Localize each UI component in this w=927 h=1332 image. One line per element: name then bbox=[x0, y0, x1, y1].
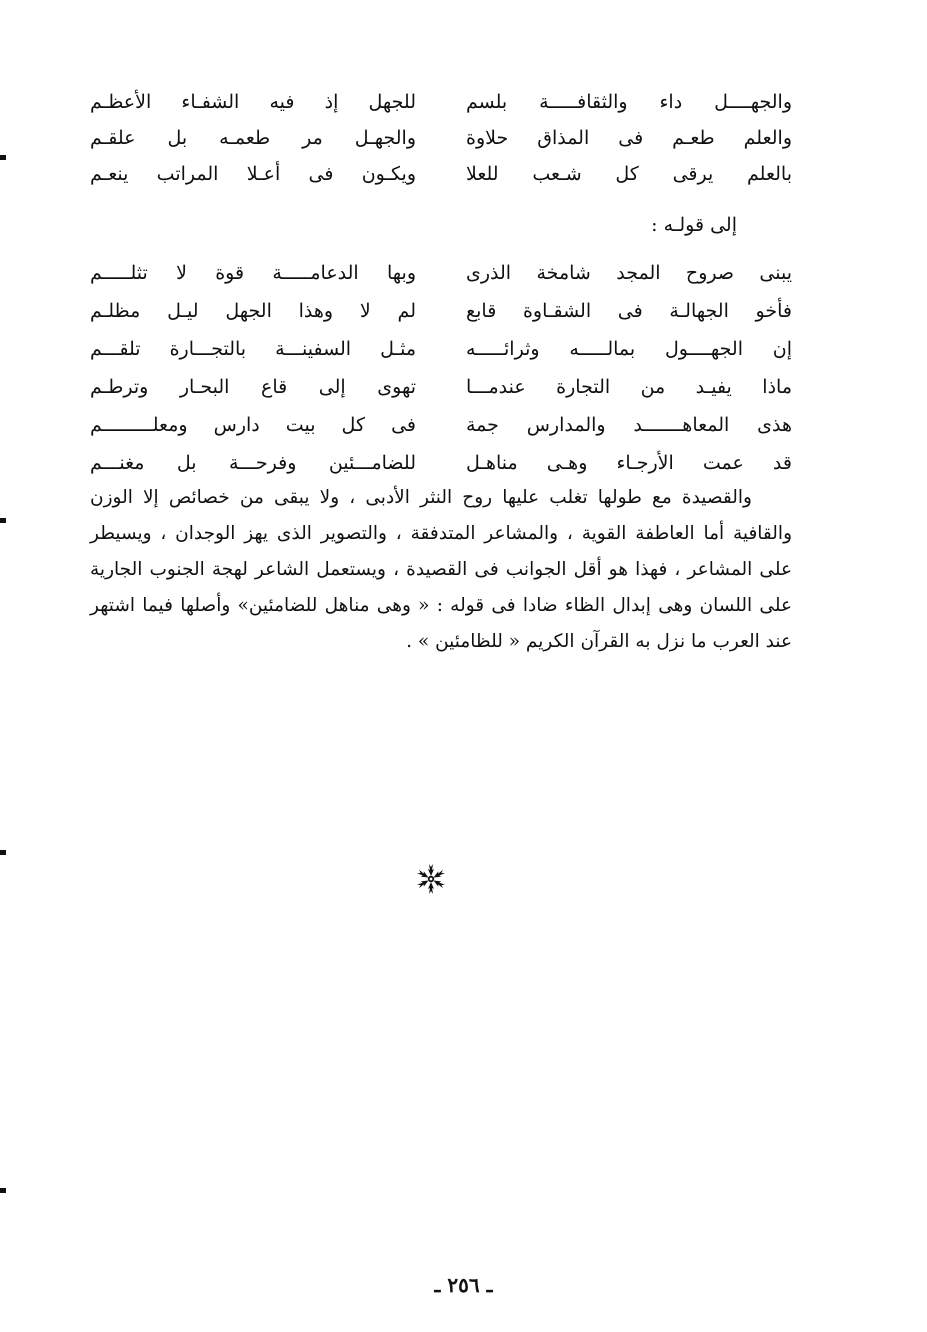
verse-second-hemistich: مثـل السفينـــة بالتجـــارة تلقـــم bbox=[90, 338, 416, 360]
verse-line bbox=[90, 406, 792, 444]
verse-first-hemistich: فأخو الجهالـة فى الشقـاوة قابع bbox=[466, 300, 792, 322]
transition-phrase: إلى قولـه : bbox=[651, 214, 737, 236]
poem-verses-first-block bbox=[90, 84, 792, 192]
verse-second-hemistich: لم لا وهذا الجهل ليـل مظلـم bbox=[90, 300, 416, 322]
floral-ornament-icon bbox=[410, 858, 452, 900]
verse-first-hemistich: يبنى صروح المجد شامخة الذرى bbox=[466, 262, 792, 284]
verse-first-hemistich: والجهــــل داء والثقافـــــة بلسم bbox=[466, 91, 792, 113]
verse-second-hemistich: تهوى إلى قاع البحـار وترطـم bbox=[90, 376, 416, 398]
scan-edge-mark bbox=[0, 155, 6, 160]
scan-edge-mark bbox=[0, 1188, 6, 1193]
verse-line bbox=[90, 254, 792, 292]
verse-first-hemistich: هذى المعاهـــــــد والمدارس جمة bbox=[466, 414, 792, 436]
verse-second-hemistich: للجهل إذ فيه الشفـاء الأعظـم bbox=[90, 91, 416, 113]
poem-verses-second-block bbox=[90, 254, 792, 482]
paragraph-text: والقصيدة مع طولها تغلب عليها روح النثر الأدبى ، ولا يبقى من خصائص إلا الوزن والقافية أما العاطفة القوية ، والمشاعر المتدفقة ، والتصوير الذى يهز الوجدان ، ويسيطر على المشاعر ، فهذا هو أقل الجوانب فى القصيدة ، ويستعمل الشاعر لهجة الجنوب الجارية على اللسان وهى إبدال الظاء ضادا فى قوله : « وهى مناهل للضامئين» وأصلها فيما اشتهر عند العرب ما نزل به القرآن الكريم « للظامئين » . bbox=[90, 487, 792, 652]
verse-second-hemistich: وبها الدعامـــــة قوة لا تثلـــــم bbox=[90, 262, 416, 284]
verse-first-hemistich: إن الجهــــول بمالـــــه وثرائـــــه bbox=[466, 338, 792, 360]
scan-edge-mark bbox=[0, 518, 6, 523]
verse-line bbox=[90, 292, 792, 330]
verse-line bbox=[90, 444, 792, 482]
verse-first-hemistich: بالعلم يرقى كل شـعب للعلا bbox=[466, 163, 792, 185]
verse-second-hemistich: ويكـون فى أعـلا المراتب ينعـم bbox=[90, 163, 416, 185]
verse-line bbox=[90, 156, 792, 192]
verse-line bbox=[90, 330, 792, 368]
page-number: ـ ٢٥٦ ـ bbox=[434, 1273, 493, 1297]
verse-line bbox=[90, 84, 792, 120]
verse-second-hemistich: والجهـل مر طعمـه بل علقـم bbox=[90, 127, 416, 149]
verse-line bbox=[90, 120, 792, 156]
verse-first-hemistich: قد عمت الأرجـاء وهـى مناهـل bbox=[466, 452, 792, 474]
verse-first-hemistich: ماذا يفيـد من التجارة عندمـــا bbox=[466, 376, 792, 398]
verse-second-hemistich: للضامـــئين وفرحـــة بل مغنـــم bbox=[90, 452, 416, 474]
verse-second-hemistich: فى كل بيت دارس ومعلـــــــــم bbox=[90, 414, 416, 436]
verse-first-hemistich: والعلم طعـم فى المذاق حلاوة bbox=[466, 127, 792, 149]
scan-edge-mark bbox=[0, 850, 6, 855]
commentary-paragraph bbox=[90, 480, 792, 660]
verse-line bbox=[90, 368, 792, 406]
